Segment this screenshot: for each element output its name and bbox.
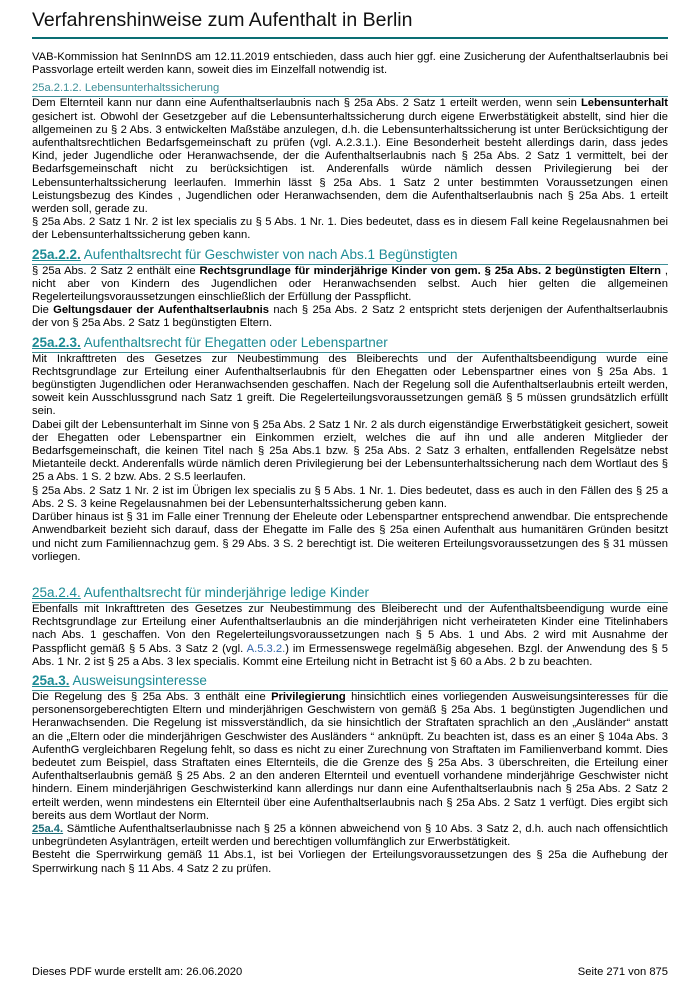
paragraph: Die Regelung des § 25a Abs. 3 enthält eine Privilegierung hinsichtlich eines vorliegenden Ausweisungsinteresses für die personensorgeberechtigten Eltern und minderjährigen Geschwistern von gemäß § 25a Abs. 1 begünstigten Jugendlichen und Heranwachsenden. Die Regelung ist missverständlich, da sie hinsichtlich der Straftaten sprachlich an den „Ausländer“ anstatt an die „Eltern oder die minderjährigen Geschwister des Ausländers “ anknüpft. Zu beachten ist, dass es an einer § 104a Abs. 3 AufenthG vergleichbaren Regelung fehlt, so dass es nicht zu einer Zurechnung von Straftaten im Familienverband kommt. Dies bedeutet zum Beispiel, dass Straftaten eines Elternteils, die die Grenze des § 25a Abs. 3 überschreiten, die Erteilung einer Aufenthaltserlaubnis gemäß § 25 Abs. 2 an den anderen Elternteil und eventuell vorhandene minderjährige Geschwister nicht hindern. Einem minderjährigen Geschwisterkind kann allerdings nur dann eine Aufenthaltserlaubnis nach § 25a Abs. 2 Satz 2 erteilt werden, wenn mindestens ein Elternteil über eine Aufenthaltserlaubnis nach § 25a Abs. 2 Satz 1 verfügt. Dies ergibt sich bereits aus dem Wortlaut der Norm. (32, 690, 669, 822)
creation-date: Dieses PDF wurde erstellt am: 26.06.2020 (32, 966, 243, 978)
section-heading-25a-2-2: 25a.2.2. Aufenthaltsrecht für Geschwister von nach Abs.1 Begünstigten (32, 247, 668, 265)
page-footer (32, 966, 668, 978)
section-heading-25a-3: 25a.3. Ausweisungsinteresse (32, 673, 668, 691)
paragraph: Ebenfalls mit Inkrafttreten des Gesetzes zur Neubestimmung des Bleiberecht und der Aufenthaltsbeendigung wurde eine Rechtsgrundlage zur Erteilung einer Aufenthaltserlaubnis an die minderjährigen nicht verheirateten Kinder eine Titelinhabers nach Abs. 1 geschaffen. Von den Regelerteilungsvoraussetzungen nach § 5 Abs. 1 und Abs. 2 wird mit Ausnahme der Passpflicht gemäß § 5 Abs. 3 Satz 2 (vgl. A.5.3.2.) im Ermessenswege regelmäßig abgesehen. Bzgl. der Anwendung des § 5 Abs. 1 Nr. 2 ist § 25 a Abs. 3 lex specialis. Kommt eine Erteilung nicht in Betracht ist § 60 a Abs. 2 b zu beachten. (32, 602, 669, 668)
subsection-heading-25a-2-1-2: 25a.2.1.2. Lebensunterhaltssicherung (32, 82, 668, 97)
document-page (32, 0, 668, 876)
paragraph: 25a.4. Sämtliche Aufenthaltserlaubnisse nach § 25 a können abweichend von § 10 Abs. 3 Satz 2, d.h. auch nach offensichtlich unbegründeten Asylanträgen, erteilt werden und berechtigen vollumfänglich zur Erwerbstätigkeit. (32, 822, 668, 849)
spacer (32, 564, 668, 581)
paragraph: § 25a Abs. 2 Satz 1 Nr. 2 ist lex specialis zu § 5 Abs. 1 Nr. 1. Dies bedeutet, dass es in diesem Fall keine Regelausnahmen bei der Lebensunterhaltssicherung geben kann. (32, 216, 668, 242)
document-title: Verfahrenshinweise zum Aufenthalt in Berlin (32, 0, 668, 39)
cross-reference-link[interactable]: A.5.3.2. (246, 642, 286, 655)
section-heading-25a-2-3: 25a.2.3. Aufenthaltsrecht für Ehegatten oder Lebenspartner (32, 335, 668, 353)
paragraph: Mit Inkrafttreten des Gesetzes zur Neubestimmung des Bleiberechts und der Aufenthaltsbeendigung wurde eine Rechtsgrundlage zur Erteilung einer Aufenthaltserlaubnis für den Ehegatten oder Lebenspartner eines von § 25a Abs. 1 begünstigten Jugendlichen oder Heranwachsenden geschaffen. Nach der Regelung soll die Aufenthaltserlaubnis erteilt werden, soweit kein Ausschlussgrund nach Satz 1 greift. Die Regelerteilungsvoraussetzungen gemäß § 5 müssen grundsätzlich erfüllt sein. (32, 352, 668, 418)
paragraph: § 25a Abs. 2 Satz 2 enthält eine Rechtsgrundlage für minderjährige Kinder von gem. § 25a Abs. 2 begünstigten Eltern , nicht aber von Kindern des Jugendlichen oder Heranwachsenden selbst. Auch hier gelten die allgemeinen Regelerteilungsvoraussetzungen einschließlich der Erfüllung der Passpflicht. (32, 264, 669, 304)
paragraph: Dem Elternteil kann nur dann eine Aufenthaltserlaubnis nach § 25a Abs. 2 Satz 1 erteilt werden, wenn sein Lebensunterhalt gesichert ist. Obwohl der Gesetzgeber auf die Lebensunterhaltssicherung durch eigene Erwerbstätigkeit abstellt, sind hier die allgemeinen zu § 2 Abs. 3 entwickelten Maßstäbe anzulegen, d.h. die Lebensunterhaltssicherung ist unter Berücksichtigung der aufenthaltsrechtlichen Bedarfsgemeinschaft zu prüfen (vgl. A.2.3.1.). Eine Besonderheit besteht allerdings darin, dass jedes Kind, jeder Jugendliche oder Heranwachsende, der die Aufenthaltserlaubnis nach § 25a Abs. 2 Satz 1 vermittelt, bei der Bedarfsgemeinschaft nicht zu berücksichtigen ist. Anderenfalls würde nämlich dessen Privilegierung bei der Lebensunterhaltssicherung leerlaufen. Immerhin lässt § 25a Abs. 1 Satz 2 unter bestimmten Voraussetzungen einen Leistungsbezug des Kindes , Jugendlichen oder Heranwachsenden, dem die Aufenthaltserlaubnis nach § 25a Abs. 1 erteilt werden soll, gerade zu. (32, 97, 668, 216)
intro-paragraph: VAB-Kommission hat SenInnDS am 12.11.2019 entschieden, dass auch hier ggf. eine Zusicherung der Aufenthaltserlaubnis bei Passvorlage erteilt werden kann, soweit dies im Einzelfall notwendig ist. (32, 51, 668, 77)
paragraph: Die Geltungsdauer der Aufenthaltserlaubnis nach § 25a Abs. 2 Satz 2 entspricht stets derjenigen der Aufenthaltserlaubnis der von § 25a Abs. 2 Satz 1 begünstigten Eltern. (32, 304, 668, 330)
paragraph: Dabei gilt der Lebensunterhalt im Sinne von § 25a Abs. 2 Satz 1 Nr. 2 als durch eigenständige Erwerbstätigkeit gesichert, soweit der Ehegatten oder Lebenspartner ein Einkommen erzielt, welches die auf ihn und alle anderen Mitglieder der Bedarfsgemeinschaft, die keinen Titel nach § 25a Abs.1 bzw. § 25a Abs. 2 Satz 3 erhalten, entfallenden Regelsätze nebst Mietanteile deckt. Anderenfalls würde nämlich deren Privilegierung bei der Lebensunterhaltssicherung nach dem Wortlaut des § 25 a Abs. 1 S. 2 bzw. Abs. 2 S.5 leerlaufen. (32, 418, 668, 484)
section-heading-25a-2-4: 25a.2.4. Aufenthaltsrecht für minderjährige ledige Kinder (32, 585, 668, 603)
paragraph: § 25a Abs. 2 Satz 1 Nr. 2 ist im Übrigen lex specialis zu § 5 Abs. 1 Nr. 1. Dies bedeutet, dass es auch in den Fällen des § 25 a Abs. 2 S. 3 keine Regelausnahmen bei der Lebensunterhaltssicherung geben kann. (32, 484, 668, 510)
paragraph: Besteht die Sperrwirkung gemäß 11 Abs.1, ist bei Vorliegen der Erteilungsvoraussetzungen des § 25a die Aufhebung der Sperrwirkung nach § 11 Abs. 4 Satz 2 zu prüfen. (32, 849, 668, 875)
section-number-25a-4: 25a.4. (32, 822, 64, 835)
page-number: Seite 271 von 875 (577, 966, 668, 978)
paragraph: Darüber hinaus ist § 31 im Falle einer Trennung der Eheleute oder Lebenspartner entsprechend anwendbar. Die entsprechende Anwendbarkeit bezieht sich darauf, dass der Ehegatte im Falle des § 25a einen Aufenthalt aus humanitären Gründen besitzt und nicht zum Familiennachzug gem. § 29 Abs. 3 S. 2 berechtigt ist. Die weiteren Erteilungsvoraussetzungen des § 31 müssen vorliegen. (32, 511, 668, 563)
